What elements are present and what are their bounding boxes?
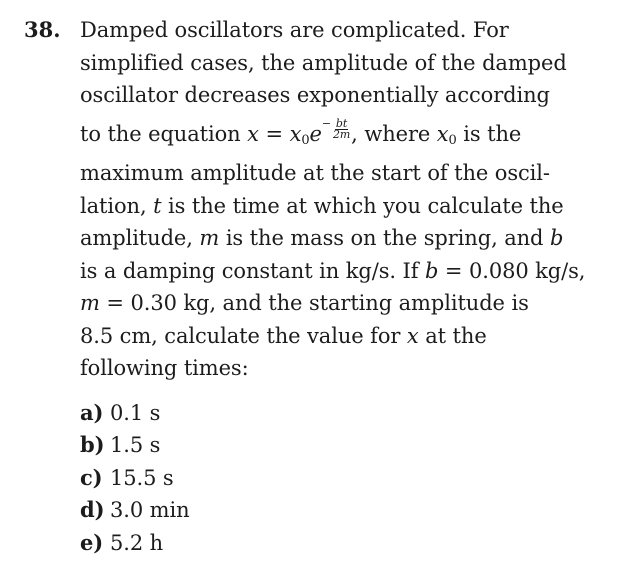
text-line-7b: is the mass on the spring, and xyxy=(225,226,544,250)
exponent-minus: − xyxy=(321,116,331,130)
text-line-10a: 8.5 cm, calculate the value for xyxy=(80,323,401,348)
text-line-9 xyxy=(80,287,604,320)
is-the-text: is the xyxy=(456,121,522,146)
list-item xyxy=(80,527,604,560)
var-b: b xyxy=(549,226,564,250)
item-label: a) xyxy=(80,399,104,425)
text-line-5: maximum amplitude at the start of the oscil- xyxy=(80,161,550,185)
item-value: 5.2 h xyxy=(110,530,164,555)
text-line-7a: amplitude, xyxy=(80,226,193,250)
list-item xyxy=(80,462,604,495)
exponent xyxy=(322,118,351,140)
text-line-8c: = 0.080 kg/s, xyxy=(444,258,586,283)
text-line-11: following times: xyxy=(80,356,249,380)
text-line-9a: = 0.30 kg, and the starting amplitude is xyxy=(106,291,529,315)
var-x0: x xyxy=(289,121,302,146)
exponent-numerator: bt xyxy=(335,116,348,130)
subscript-0: 0 xyxy=(301,132,310,148)
var-x: x xyxy=(247,121,259,146)
where-text: , where xyxy=(351,121,431,146)
item-label: d) xyxy=(80,497,105,522)
text-line-8 xyxy=(80,255,604,288)
item-value: 15.5 s xyxy=(110,465,174,490)
var-m-2: m xyxy=(80,291,100,315)
list-item xyxy=(80,494,604,527)
exponent-fraction xyxy=(332,116,351,141)
problem-38 xyxy=(24,14,604,580)
text-line-10 xyxy=(80,320,604,353)
text-line-6a: lation, xyxy=(80,193,147,218)
item-label: e) xyxy=(80,529,104,555)
text-line-8a: is a damping constant in kg/s. If xyxy=(80,258,419,283)
text-line-2: simplified cases, the amplitude of the damped xyxy=(80,50,567,75)
item-value: 3.0 min xyxy=(110,498,190,522)
text-line-10b: at the xyxy=(425,323,487,348)
list-item xyxy=(80,397,604,430)
item-label: b) xyxy=(80,432,105,457)
problem-text xyxy=(80,14,604,559)
item-value: 0.1 s xyxy=(110,400,161,425)
equals-sign: = xyxy=(258,121,290,146)
list-item xyxy=(80,429,604,462)
problem-number: 38. xyxy=(24,17,61,42)
var-xo: x xyxy=(436,121,449,146)
exponent-denominator: 2m xyxy=(332,127,351,141)
item-value: 1.5 s xyxy=(110,433,161,457)
equation-intro: to the equation xyxy=(80,121,241,146)
var-b-2: b xyxy=(424,258,439,283)
text-line-6b: is the time at which you calculate the xyxy=(168,193,564,218)
var-x-2: x xyxy=(406,323,419,348)
item-label: c) xyxy=(80,464,103,490)
var-t: t xyxy=(153,193,162,218)
text-line-3: oscillator decreases exponentially according xyxy=(80,83,550,107)
var-m: m xyxy=(199,226,220,250)
subscript-o: 0 xyxy=(448,132,457,148)
text-line-6 xyxy=(80,190,604,223)
equation-line xyxy=(80,118,604,158)
text-line-1: Damped oscillators are complicated. For xyxy=(80,18,509,42)
text-line-7 xyxy=(80,222,604,255)
var-e: e xyxy=(309,121,322,146)
answer-list xyxy=(80,397,604,560)
